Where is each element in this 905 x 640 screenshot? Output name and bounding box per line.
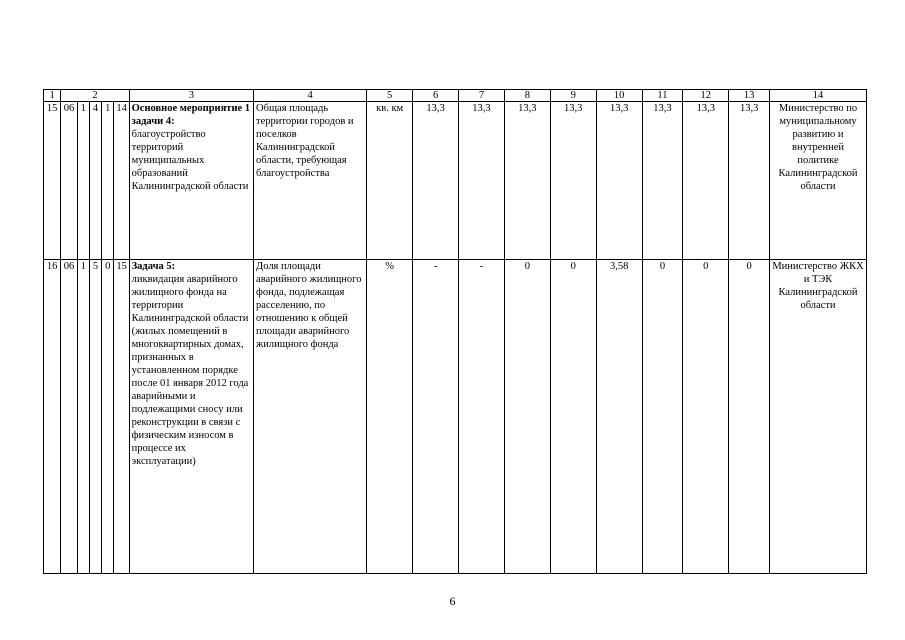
program-table (43, 89, 867, 574)
event-code: 1 (102, 102, 114, 260)
row-number: 15 (44, 102, 61, 260)
task-name (129, 102, 253, 260)
value-cell: 0 (642, 260, 683, 574)
task-name-bold: Основное мероприятие 1 задачи 4: (131, 103, 251, 127)
value-cell: 13,3 (596, 102, 642, 260)
value-cell: 0 (504, 260, 550, 574)
header-cell: 4 (254, 90, 367, 102)
header-cell: 6 (413, 90, 459, 102)
table-row (44, 260, 867, 574)
header-cell: 14 (770, 90, 867, 102)
program-code: 06 (61, 102, 77, 260)
task-name-text: благоустройство территорий муниципальных образований Калининградской области (131, 129, 249, 192)
value-cell: - (413, 260, 459, 574)
value-cell: 0 (550, 260, 596, 574)
responsible-executor: Министерство по муниципальному развитию и внутренней политике Калининградской области (770, 102, 867, 260)
header-cell: 5 (367, 90, 413, 102)
task-code: 4 (89, 102, 101, 260)
header-cell: 1 (44, 90, 61, 102)
header-cell: 3 (129, 90, 253, 102)
row-number: 16 (44, 260, 61, 574)
value-cell: 13,3 (413, 102, 459, 260)
value-cell: 13,3 (729, 102, 770, 260)
task-code: 5 (89, 260, 101, 574)
indicator-name: Доля площади аварийного жилищного фонда, подлежащая расселению, по отношению к общей площади аварийного жилищного фонда (254, 260, 367, 574)
unit: % (367, 260, 413, 574)
indicator-code: 15 (114, 260, 129, 574)
indicator-code: 14 (114, 102, 129, 260)
task-name-text: ликвидация аварийного жилищного фонда на территории Калининградской области (жилых помещений в многоквартирных домах, признанных в установленном порядке после 01 января 2012 года аварийными и подлежащими сносу или реконструкции в связи с физическим износом в процессе их эксплуатации) (131, 274, 249, 467)
value-cell: 3,58 (596, 260, 642, 574)
header-cell: 7 (459, 90, 505, 102)
header-cell: 10 (596, 90, 642, 102)
subprogram-code: 1 (77, 102, 89, 260)
task-name (129, 260, 253, 574)
value-cell: 13,3 (683, 102, 729, 260)
indicator-name: Общая площадь территории городов и поселков Калининградской области, требующая благоустройства (254, 102, 367, 260)
table-row (44, 102, 867, 260)
header-cell: 11 (642, 90, 683, 102)
header-cell: 2 (61, 90, 129, 102)
value-cell: 0 (729, 260, 770, 574)
value-cell: 13,3 (550, 102, 596, 260)
subprogram-code: 1 (77, 260, 89, 574)
event-code: 0 (102, 260, 114, 574)
header-cell: 8 (504, 90, 550, 102)
page-number: 6 (449, 594, 456, 608)
task-name-bold: Задача 5: (131, 261, 176, 272)
value-cell: 13,3 (459, 102, 505, 260)
value-cell: - (459, 260, 505, 574)
responsible-executor: Министерство ЖКХ и ТЭК Калининградской области (770, 260, 867, 574)
header-row (44, 90, 867, 102)
value-cell: 13,3 (642, 102, 683, 260)
unit: кв. км (367, 102, 413, 260)
header-cell: 12 (683, 90, 729, 102)
value-cell: 13,3 (504, 102, 550, 260)
header-cell: 13 (729, 90, 770, 102)
program-code: 06 (61, 260, 77, 574)
header-cell: 9 (550, 90, 596, 102)
value-cell: 0 (683, 260, 729, 574)
